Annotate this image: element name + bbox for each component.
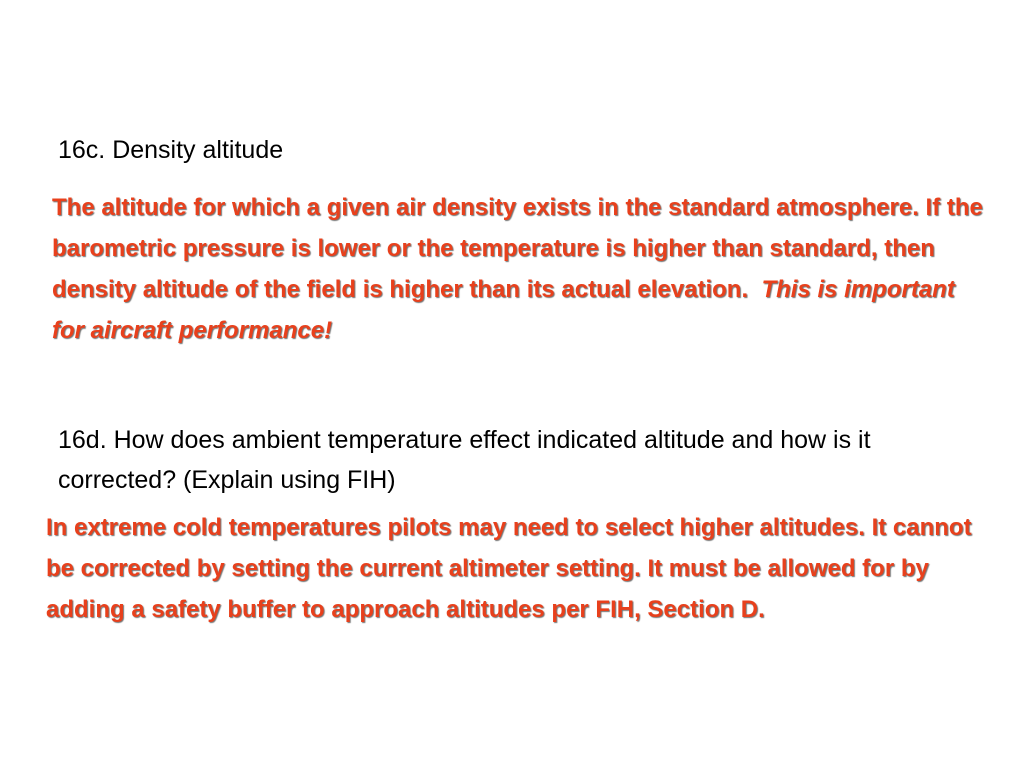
section-c-answer — [52, 187, 992, 351]
section-d-heading: 16d. How does ambient temperature effect indicated altitude and how is it corrected? (Explain using FIH) — [58, 426, 871, 494]
section-c-heading: 16c. Density altitude — [58, 136, 284, 164]
section-d-answer-text: In extreme cold temperatures pilots may need to select higher altitudes. It cannot be corrected by setting the current altimeter setting. It must be allowed for by adding a safety buffer to approach altitudes per FIH, Section D. — [46, 514, 972, 623]
section-c-answer-text: The altitude for which a given air density exists in the standard atmosphere. If the barometric pressure is lower or the temperature is higher than standard, then density altitude of the field is higher than its actual elevation. — [52, 194, 983, 303]
section-c-answer-emphasis: This is important for aircraft performance! — [52, 276, 955, 344]
section-d-answer — [46, 507, 996, 630]
